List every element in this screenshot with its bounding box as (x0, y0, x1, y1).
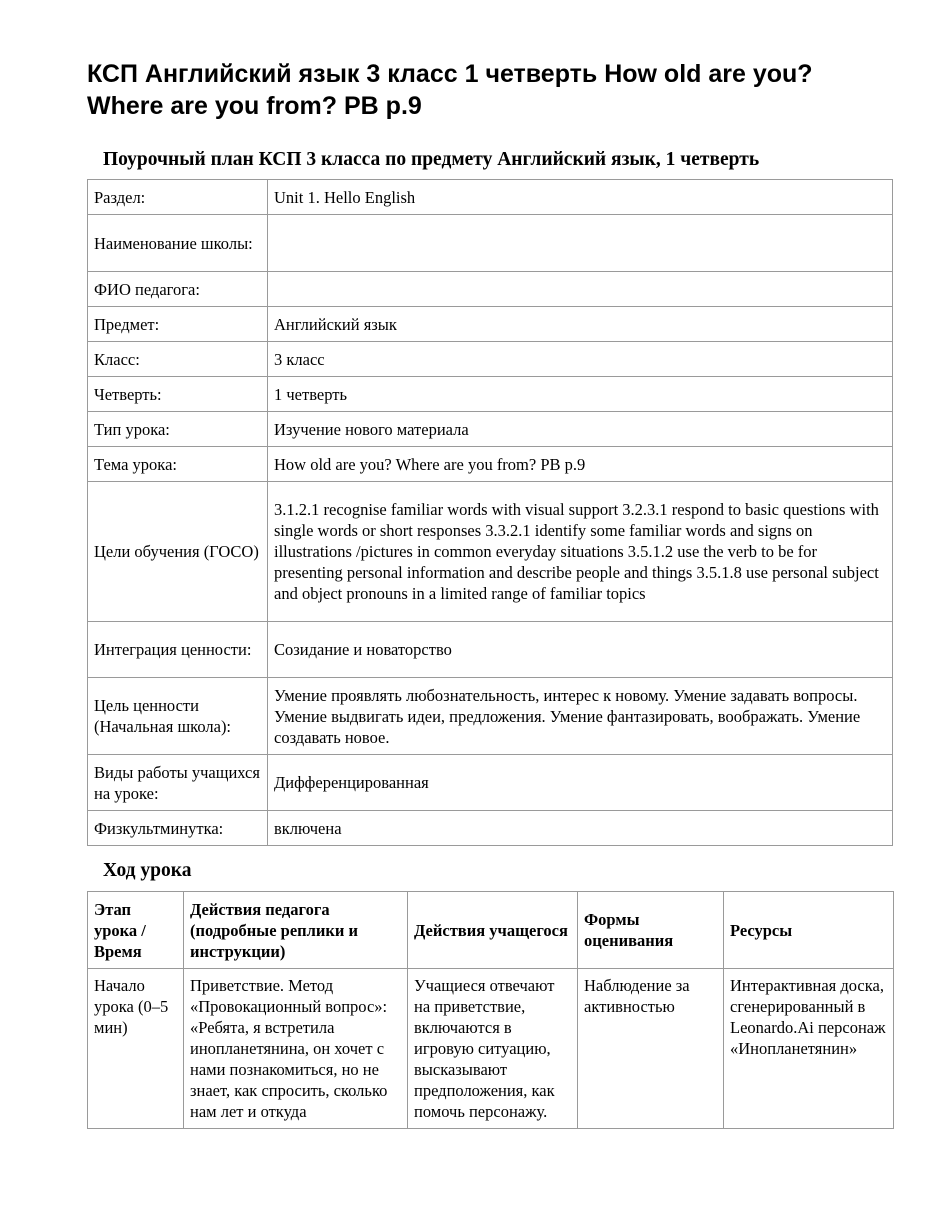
table-row (88, 180, 893, 215)
lesson-flow-title: Ход урока (103, 860, 192, 881)
row-label-learning-objectives: Цели обучения (ГОСО) (88, 482, 268, 622)
row-label-section: Раздел: (88, 180, 268, 215)
plan-title: Поурочный план КСП 3 класса по предмету Английский язык, 1 четверть (103, 149, 760, 170)
table-row (88, 412, 893, 447)
row-value-lesson-type: Изучение нового материала (268, 412, 893, 447)
table-row (88, 447, 893, 482)
row-label-subject: Предмет: (88, 307, 268, 342)
cell-teacher-actions: Приветствие. Метод «Провокационный вопрос»: «Ребята, я встретила инопланетянина, он хочет с нами познакомиться, но не знает, как спросить, сколько нам лет и откуда (184, 969, 408, 1129)
row-value-subject: Английский язык (268, 307, 893, 342)
row-value-learning-objectives: 3.1.2.1 recognise familiar words with visual support 3.2.3.1 respond to basic questions with single words or short responses 3.3.2.1 identify some familiar words and signs on illustrations /pictures in common everyday situations 3.5.1.2 use the verb to be for presenting personal information and describe people and things 3.5.1.8 use personal subject and object pronouns in a limited range of familiar topics (268, 482, 893, 622)
row-value-lesson-topic: How old are you? Where are you from? PB p.9 (268, 447, 893, 482)
cell-resources: Интерактивная доска, сгенерированный в Leonardo.Ai персонаж «Инопланетянин» (724, 969, 894, 1129)
row-value-quarter: 1 четверть (268, 377, 893, 412)
table-row (88, 342, 893, 377)
row-value-values-integration: Созидание и новаторство (268, 622, 893, 678)
table-row (88, 755, 893, 811)
table-row (88, 272, 893, 307)
row-value-value-goal: Умение проявлять любознательность, интерес к новому. Умение задавать вопросы. Умение выдвигать идеи, предложения. Умение фантазировать, воображать. Умение создавать новое. (268, 678, 893, 755)
cell-student-actions: Учащиеся отвечают на приветствие, включаются в игровую ситуацию, высказывают предположения, как помочь персонажу. (408, 969, 578, 1129)
table-header-row (88, 892, 894, 969)
row-label-lesson-topic: Тема урока: (88, 447, 268, 482)
cell-stage: Начало урока (0–5 мин) (88, 969, 184, 1129)
row-value-grade: 3 класс (268, 342, 893, 377)
row-label-quarter: Четверть: (88, 377, 268, 412)
table-row (88, 622, 893, 678)
row-value-school (268, 215, 893, 272)
row-value-teacher (268, 272, 893, 307)
row-label-value-goal: Цель ценности (Начальная школа): (88, 678, 268, 755)
table-row (88, 811, 893, 846)
row-value-physical-break: включена (268, 811, 893, 846)
row-label-work-types: Виды работы учащихся на уроке: (88, 755, 268, 811)
column-header-teacher-actions: Действия педагога (подробные реплики и инструкции) (184, 892, 408, 969)
row-label-teacher: ФИО педагога: (88, 272, 268, 307)
column-header-stage: Этап урока / Время (88, 892, 184, 969)
row-label-values-integration: Интеграция ценности: (88, 622, 268, 678)
column-header-student-actions: Действия учащегося (408, 892, 578, 969)
table-row (88, 969, 894, 1129)
row-label-physical-break: Физкультминутка: (88, 811, 268, 846)
row-label-grade: Класс: (88, 342, 268, 377)
column-header-assessment: Формы оценивания (578, 892, 724, 969)
table-row (88, 215, 893, 272)
document-title: КСП Английский язык 3 класс 1 четверть How old are you? Where are you from? PB p.9 (87, 60, 813, 120)
table-row (88, 678, 893, 755)
lesson-info-table (87, 179, 893, 846)
table-row (88, 307, 893, 342)
lesson-flow-table (87, 891, 894, 1129)
cell-assessment: Наблюдение за активностью (578, 969, 724, 1129)
row-label-lesson-type: Тип урока: (88, 412, 268, 447)
row-label-school: Наименование школы: (88, 215, 268, 272)
row-value-section: Unit 1. Hello English (268, 180, 893, 215)
column-header-resources: Ресурсы (724, 892, 894, 969)
table-row (88, 482, 893, 622)
row-value-work-types: Дифференцированная (268, 755, 893, 811)
table-row (88, 377, 893, 412)
